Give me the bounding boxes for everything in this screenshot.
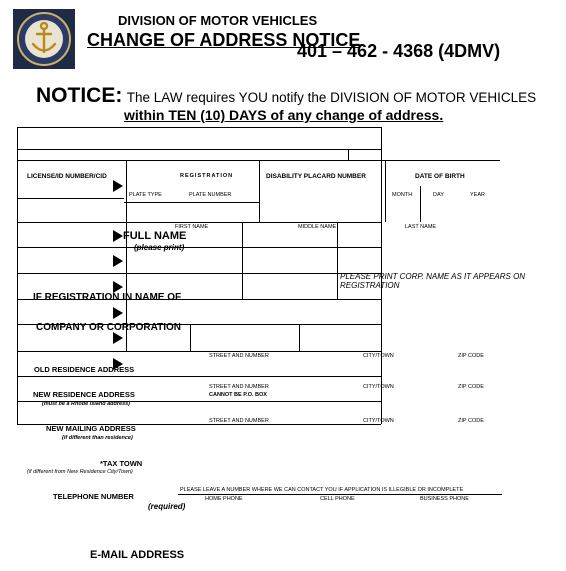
arrow-full-name: [113, 230, 123, 242]
dob-header: DATE OF BIRTH: [415, 173, 465, 180]
last-name-label: LAST NAME: [405, 224, 437, 230]
no-po-box-note: CANNOT BE P.O. BOX: [209, 392, 267, 398]
registration-header: REGISTRATION: [180, 173, 234, 179]
tax-town-label: *TAX TOWN: [100, 459, 143, 468]
mailing-zip-label: ZIP CODE: [458, 418, 484, 424]
dob-year-label: YEAR: [470, 192, 485, 198]
new-zip-label: ZIP CODE: [458, 384, 484, 390]
form-title: CHANGE OF ADDRESS NOTICE: [87, 30, 361, 50]
please-print-note: (please print): [134, 243, 185, 252]
telephone-label: TELEPHONE NUMBER: [53, 492, 134, 501]
notice-text: The LAW requires YOU notify the DIVISION OF MOTOR VEHICLES: [126, 90, 537, 105]
mailing-address-note: (if different than residence): [62, 435, 133, 441]
license-header: LICENSE/ID NUMBER/CID: [27, 173, 107, 180]
placard-header: DISABILITY PLACARD NUMBER: [266, 173, 366, 180]
mailing-street-label: STREET AND NUMBER: [209, 418, 269, 424]
first-name-label: FIRST NAME: [175, 224, 209, 230]
dmv-phone: 401 – 462 - 4368 (4DMV): [297, 41, 501, 61]
arrow-name-2: [113, 255, 123, 267]
agency-name: DIVISION OF MOTOR VEHICLES: [118, 13, 318, 28]
notice-line: [36, 84, 536, 108]
new-street-label: STREET AND NUMBER: [209, 384, 269, 390]
email-label: E-MAIL ADDRESS: [90, 549, 185, 561]
arrow-corp-2: [113, 332, 123, 344]
cell-phone-label: CELL PHONE: [320, 496, 355, 502]
old-street-label: STREET AND NUMBER: [209, 353, 269, 359]
dob-day-label: DAY: [433, 192, 444, 198]
full-name-label: FULL NAME: [123, 230, 187, 242]
corp-label-1: IF REGISTRATION IN NAME OF: [33, 292, 182, 303]
notice-deadline: within TEN (10) DAYS of any change of address.: [124, 107, 444, 123]
middle-name-label: MIDDLE NAME: [298, 224, 337, 230]
dob-month-label: MONTH: [392, 192, 413, 198]
tax-town-note: (if different from New Residence City/Town): [27, 469, 133, 475]
corp-label-2: COMPANY OR CORPORATION: [36, 322, 182, 333]
state-seal: [13, 9, 75, 69]
arrow-corp-1: [113, 307, 123, 319]
old-zip-label: ZIP CODE: [458, 353, 484, 359]
arrow-license: [113, 180, 123, 192]
old-city-label: CITY/TOWN: [363, 353, 394, 359]
new-city-label: CITY/TOWN: [363, 384, 394, 390]
mailing-city-label: CITY/TOWN: [363, 418, 394, 424]
mailing-address-label: NEW MAILING ADDRESS: [46, 424, 136, 433]
notice-label: NOTICE:: [36, 84, 123, 107]
business-phone-label: BUSINESS PHONE: [420, 496, 469, 502]
new-address-note: (must be a Rhode Island address): [42, 401, 131, 407]
new-address-label: NEW RESIDENCE ADDRESS: [33, 390, 135, 399]
corp-instruction: PLEASE PRINT CORP. NAME AS IT APPEARS ON REGISTRATION: [340, 272, 526, 290]
home-phone-label: HOME PHONE: [205, 496, 243, 502]
old-address-label: OLD RESIDENCE ADDRESS: [34, 365, 135, 374]
phone-instruction: PLEASE LEAVE A NUMBER WHERE WE CAN CONTACT YOU IF APPLICATION IS ILLEGIBLE OR INCOMPLETE: [180, 487, 464, 493]
phone-required-note: (required): [148, 502, 186, 511]
plate-type-label: PLATE TYPE: [129, 192, 162, 198]
plate-number-label: PLATE NUMBER: [189, 192, 232, 198]
anchor-icon: [13, 9, 75, 69]
